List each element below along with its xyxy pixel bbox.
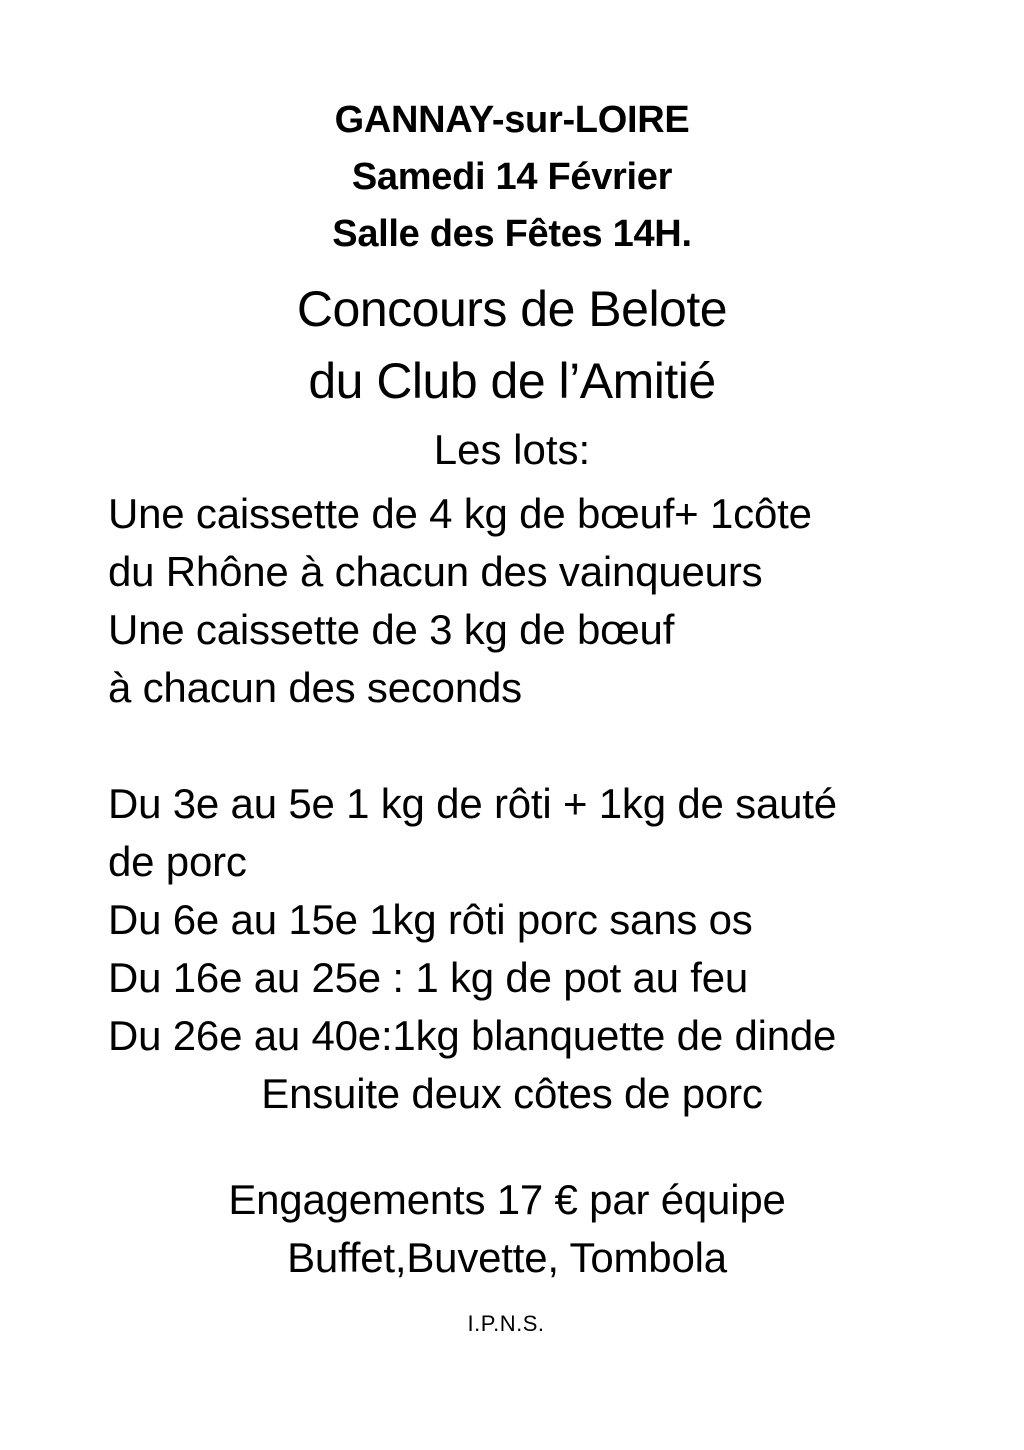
prizes-line-4: Du 16e au 25e : 1 kg de pot au feu [108, 954, 749, 1001]
ipns-notice: I.P.N.S. [467, 1311, 545, 1336]
prizes-line-3: Du 6e au 15e 1kg rôti porc sans os [108, 896, 753, 943]
header-line-venue-time: Salle des Fêtes 14H. [332, 213, 692, 255]
section-spacer [0, 717, 1024, 775]
header-line-date: Samedi 14 Février [351, 156, 673, 198]
prizes-final-line: Ensuite deux côtes de porc [261, 1070, 763, 1117]
lots-list [0, 485, 1024, 717]
lots-line-4: à chacun des seconds [108, 664, 522, 711]
prizes-list [0, 775, 1024, 1123]
entry-fee-line: Engagements 17 € par équipe [228, 1176, 786, 1223]
title-line-1: Concours de Belote [296, 281, 728, 337]
event-title [0, 273, 1024, 417]
lots-line-3: Une caissette de 3 kg de bœuf [108, 606, 675, 653]
lots-line-1: Une caissette de 4 kg de bœuf+ 1côte [108, 490, 812, 537]
prizes-line-5: Du 26e au 40e:1kg blanquette de dinde [108, 1012, 837, 1059]
header-line-location: GANNAY-sur-LOIRE [334, 99, 690, 141]
prizes-line-1: Du 3e au 5e 1 kg de rôti + 1kg de sauté [108, 780, 837, 827]
event-header [0, 0, 1024, 263]
closing-info [0, 1171, 1024, 1287]
prizes-line-2: de porc [108, 838, 247, 885]
lots-line-2: du Rhône à chacun des vainqueurs [108, 548, 763, 595]
title-line-2: du Club de l’Amitié [308, 353, 716, 409]
amenities-line: Buffet,Buvette, Tombola [287, 1234, 727, 1281]
lots-label: Les lots: [433, 426, 591, 473]
